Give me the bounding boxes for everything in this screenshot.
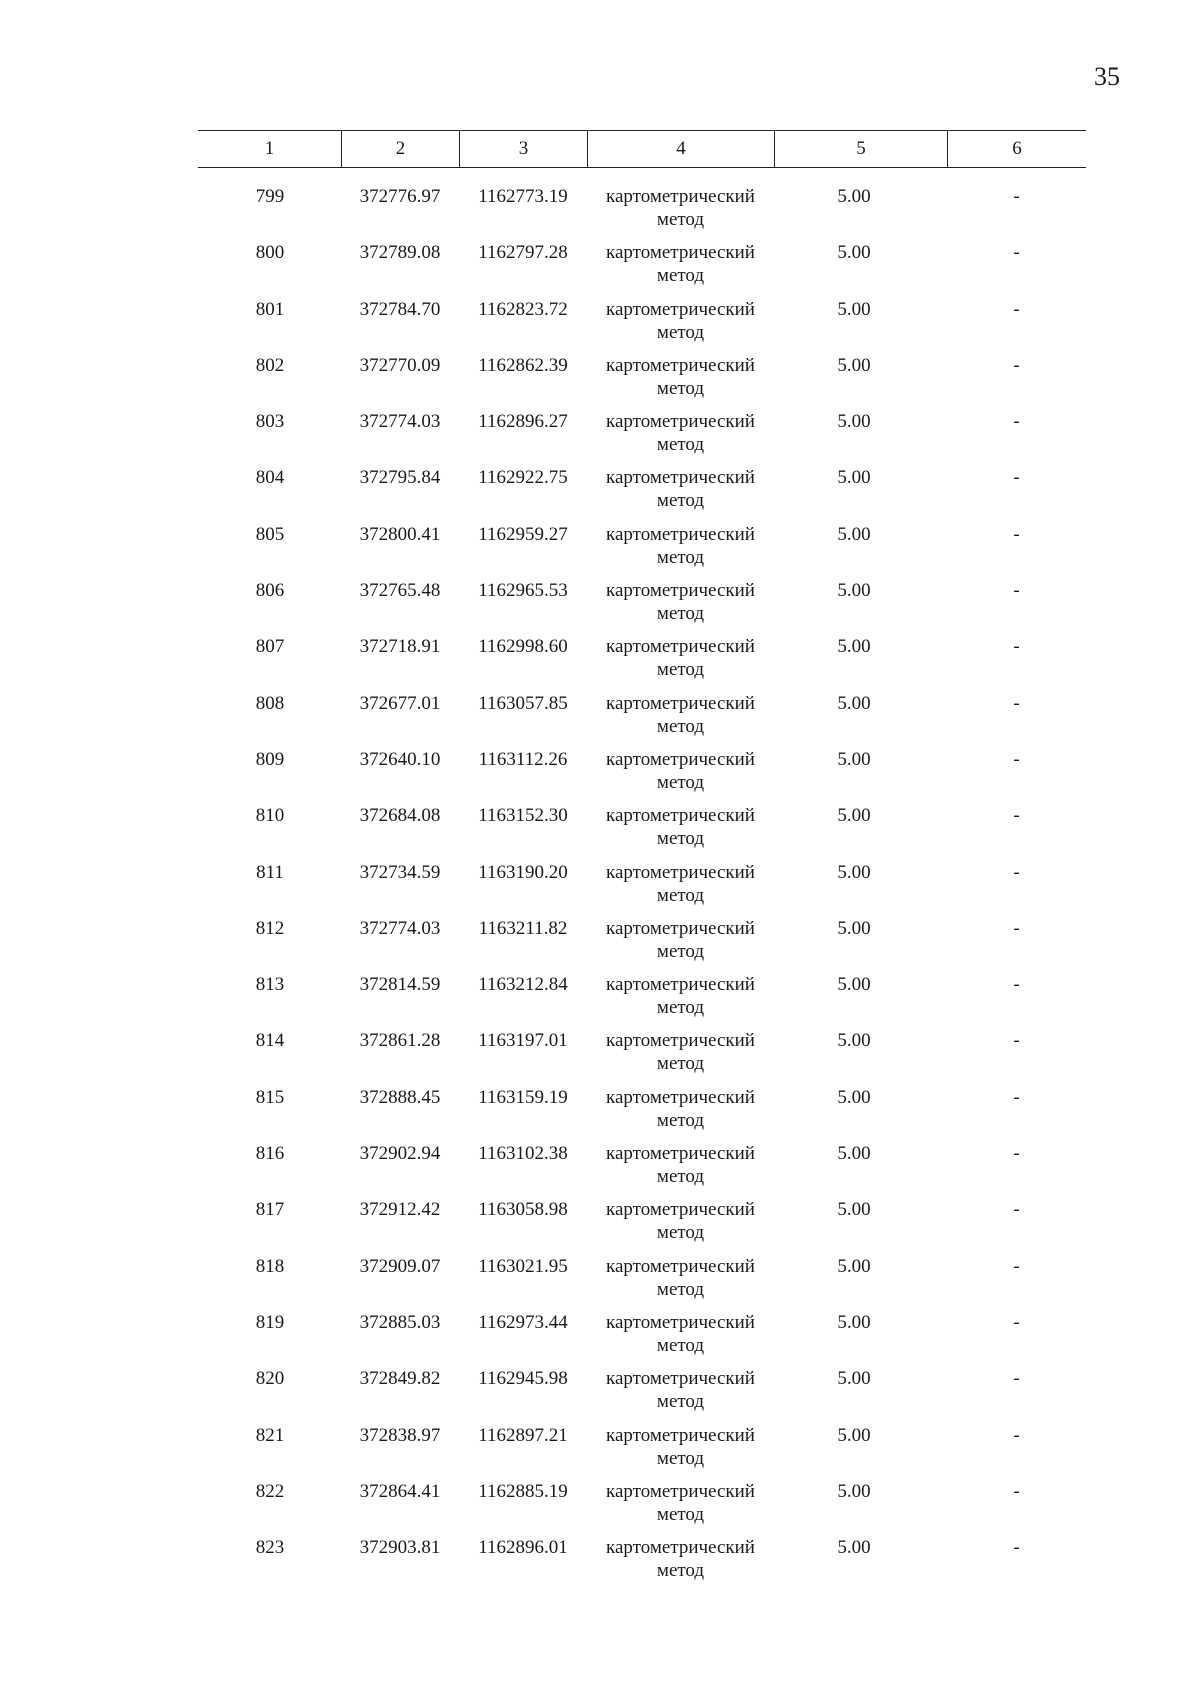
- cell-coord-y: 1163197.01: [478, 1030, 568, 1052]
- table-row: [198, 917, 1086, 973]
- cell-accuracy: 5.00: [837, 523, 871, 545]
- table-row: [198, 1480, 1086, 1536]
- cell-method: картометрический метод: [606, 974, 755, 1019]
- cell-coord-y: 1162922.75: [478, 467, 568, 489]
- cell-method: картометрический метод: [606, 242, 755, 287]
- cell-accuracy: 5.00: [837, 1030, 871, 1052]
- cell-accuracy: 5.00: [837, 580, 871, 602]
- cell-method: картометрический метод: [606, 636, 755, 681]
- table-row: [198, 1086, 1086, 1142]
- table-row: [198, 298, 1086, 354]
- cell-coord-y: 1162965.53: [478, 580, 568, 602]
- table-row: [198, 1029, 1086, 1085]
- cell-coord-x: 372888.45: [359, 1086, 441, 1108]
- cell-method: картометрический метод: [606, 861, 755, 906]
- cell-point-number: 804: [255, 467, 285, 489]
- table-row: [198, 523, 1086, 579]
- cell-point-number: 809: [255, 748, 285, 770]
- cell-note: -: [1013, 692, 1020, 714]
- cell-coord-y: 1162797.28: [478, 242, 568, 264]
- cell-note: -: [1013, 411, 1020, 433]
- cell-coord-y: 1162896.01: [478, 1537, 568, 1559]
- table-row: [198, 466, 1086, 522]
- table-row: [198, 410, 1086, 466]
- cell-coord-x: 372903.81: [359, 1537, 441, 1559]
- cell-coord-y: 1162959.27: [478, 523, 568, 545]
- cell-coord-x: 372885.03: [359, 1311, 441, 1333]
- cell-coord-x: 372814.59: [359, 974, 441, 996]
- cell-method: картометрический метод: [606, 917, 755, 962]
- cell-note: -: [1013, 1143, 1020, 1165]
- cell-accuracy: 5.00: [837, 1199, 871, 1221]
- cell-coord-y: 1162896.27: [478, 411, 568, 433]
- cell-point-number: 816: [255, 1143, 285, 1165]
- cell-accuracy: 5.00: [837, 1311, 871, 1333]
- cell-point-number: 818: [255, 1255, 285, 1277]
- cell-coord-x: 372774.03: [359, 411, 441, 433]
- cell-note: -: [1013, 1537, 1020, 1559]
- cell-method: картометрический метод: [606, 1311, 755, 1356]
- cell-accuracy: 5.00: [837, 974, 871, 996]
- header-cell-2: 2: [341, 131, 459, 167]
- cell-method: картометрический метод: [606, 354, 755, 399]
- cell-method: картометрический метод: [606, 411, 755, 456]
- table-row: [198, 579, 1086, 635]
- cell-coord-x: 372734.59: [359, 861, 441, 883]
- table-row: [198, 1255, 1086, 1311]
- cell-method: картометрический метод: [606, 298, 755, 343]
- cell-point-number: 800: [255, 242, 285, 264]
- page-number: 35: [1094, 62, 1120, 91]
- cell-coord-x: 372800.41: [359, 523, 441, 545]
- cell-accuracy: 5.00: [837, 917, 871, 939]
- table-row: [198, 1536, 1086, 1592]
- header-cell-1: 1: [264, 138, 275, 159]
- cell-coord-y: 1162998.60: [478, 636, 568, 658]
- cell-accuracy: 5.00: [837, 1480, 871, 1502]
- cell-note: -: [1013, 1480, 1020, 1502]
- cell-note: -: [1013, 636, 1020, 658]
- cell-point-number: 803: [255, 411, 285, 433]
- cell-coord-y: 1163211.82: [478, 917, 568, 939]
- cell-point-number: 817: [255, 1199, 285, 1221]
- cell-note: -: [1013, 298, 1020, 320]
- cell-method: картометрический метод: [606, 1030, 755, 1075]
- cell-coord-x: 372765.48: [359, 580, 441, 602]
- cell-point-number: 814: [255, 1030, 285, 1052]
- cell-method: картометрический метод: [606, 1537, 755, 1582]
- cell-coord-y: 1162862.39: [478, 354, 568, 376]
- table-row: [198, 1311, 1086, 1367]
- cell-note: -: [1013, 1368, 1020, 1390]
- cell-point-number: 813: [255, 974, 285, 996]
- cell-accuracy: 5.00: [837, 242, 871, 264]
- cell-method: картометрический метод: [606, 692, 755, 737]
- cell-point-number: 811: [256, 861, 284, 883]
- cell-point-number: 801: [255, 298, 285, 320]
- table-row: [198, 973, 1086, 1029]
- cell-accuracy: 5.00: [837, 1143, 871, 1165]
- cell-point-number: 821: [255, 1424, 285, 1446]
- cell-note: -: [1013, 1311, 1020, 1333]
- cell-coord-y: 1162885.19: [478, 1480, 568, 1502]
- cell-note: -: [1013, 805, 1020, 827]
- table-row: [198, 1142, 1086, 1198]
- cell-accuracy: 5.00: [837, 298, 871, 320]
- table-header: [198, 130, 1086, 168]
- cell-coord-y: 1163212.84: [478, 974, 568, 996]
- cell-coord-y: 1163102.38: [478, 1143, 568, 1165]
- cell-note: -: [1013, 354, 1020, 376]
- cell-accuracy: 5.00: [837, 1424, 871, 1446]
- cell-note: -: [1013, 1424, 1020, 1446]
- cell-accuracy: 5.00: [837, 805, 871, 827]
- cell-coord-x: 372718.91: [359, 636, 441, 658]
- cell-coord-y: 1163152.30: [478, 805, 568, 827]
- cell-coord-y: 1162823.72: [478, 298, 568, 320]
- cell-note: -: [1013, 580, 1020, 602]
- cell-coord-x: 372909.07: [359, 1255, 441, 1277]
- cell-note: -: [1013, 1086, 1020, 1108]
- table-body: [198, 185, 1086, 1592]
- cell-point-number: 810: [255, 805, 285, 827]
- cell-coord-x: 372795.84: [359, 467, 441, 489]
- cell-coord-y: 1163058.98: [478, 1199, 568, 1221]
- cell-accuracy: 5.00: [837, 1086, 871, 1108]
- table-row: [198, 635, 1086, 691]
- table-row: [198, 804, 1086, 860]
- cell-method: картометрический метод: [606, 1143, 755, 1188]
- cell-coord-x: 372774.03: [359, 917, 441, 939]
- cell-point-number: 807: [255, 636, 285, 658]
- cell-coord-x: 372677.01: [359, 692, 441, 714]
- table-row: [198, 1424, 1086, 1480]
- cell-accuracy: 5.00: [837, 1368, 871, 1390]
- cell-coord-x: 372684.08: [359, 805, 441, 827]
- cell-method: картометрический метод: [606, 1255, 755, 1300]
- cell-coord-y: 1163190.20: [478, 861, 568, 883]
- cell-coord-y: 1162897.21: [478, 1424, 568, 1446]
- cell-note: -: [1013, 861, 1020, 883]
- cell-method: картометрический метод: [606, 1368, 755, 1413]
- cell-point-number: 806: [255, 580, 285, 602]
- cell-coord-y: 1162773.19: [478, 186, 568, 207]
- table-row: [198, 1367, 1086, 1423]
- cell-coord-y: 1163057.85: [478, 692, 568, 714]
- cell-coord-x: 372838.97: [359, 1424, 441, 1446]
- cell-accuracy: 5.00: [837, 748, 871, 770]
- cell-note: -: [1013, 1030, 1020, 1052]
- cell-note: -: [1013, 974, 1020, 996]
- table-row: [198, 1198, 1086, 1254]
- cell-method: картометрический метод: [606, 467, 755, 512]
- cell-coord-x: 372640.10: [359, 748, 441, 770]
- cell-method: картометрический метод: [606, 1199, 755, 1244]
- cell-accuracy: 5.00: [837, 411, 871, 433]
- cell-coord-y: 1162945.98: [478, 1368, 568, 1390]
- cell-method: картометрический метод: [606, 580, 755, 625]
- cell-accuracy: 5.00: [837, 1255, 871, 1277]
- cell-method: картометрический метод: [606, 186, 755, 230]
- header-cell-6: 6: [947, 131, 1086, 167]
- cell-note: -: [1013, 1255, 1020, 1277]
- cell-note: -: [1013, 1199, 1020, 1221]
- cell-coord-x: 372770.09: [359, 354, 441, 376]
- cell-method: картометрический метод: [606, 1086, 755, 1131]
- cell-point-number: 822: [255, 1480, 285, 1502]
- cell-point-number: 820: [255, 1368, 285, 1390]
- table-row: [198, 692, 1086, 748]
- cell-method: картометрический метод: [606, 748, 755, 793]
- cell-coord-x: 372912.42: [359, 1199, 441, 1221]
- header-cell-5: 5: [774, 131, 947, 167]
- table-row: [198, 748, 1086, 804]
- cell-coord-x: 372864.41: [359, 1480, 441, 1502]
- cell-accuracy: 5.00: [837, 186, 871, 207]
- cell-coord-x: 372849.82: [359, 1368, 441, 1390]
- cell-point-number: 799: [255, 186, 285, 207]
- cell-accuracy: 5.00: [837, 354, 871, 376]
- cell-note: -: [1013, 748, 1020, 770]
- table-row: [198, 861, 1086, 917]
- cell-point-number: 819: [255, 1311, 285, 1333]
- cell-coord-x: 372776.97: [359, 186, 441, 207]
- header-cell-3: 3: [459, 131, 587, 167]
- cell-method: картометрический метод: [606, 523, 755, 568]
- cell-method: картометрический метод: [606, 1480, 755, 1525]
- cell-coord-x: 372861.28: [359, 1030, 441, 1052]
- header-cell-4: 4: [587, 131, 774, 167]
- cell-point-number: 808: [255, 692, 285, 714]
- cell-note: -: [1013, 523, 1020, 545]
- table-row: [198, 354, 1086, 410]
- cell-method: картометрический метод: [606, 805, 755, 850]
- cell-coord-x: 372784.70: [359, 298, 441, 320]
- cell-accuracy: 5.00: [837, 692, 871, 714]
- cell-note: -: [1013, 242, 1020, 264]
- cell-accuracy: 5.00: [837, 467, 871, 489]
- cell-coord-y: 1163159.19: [478, 1086, 568, 1108]
- table-row: [198, 185, 1086, 241]
- cell-note: -: [1013, 186, 1020, 207]
- cell-coord-x: 372902.94: [359, 1143, 441, 1165]
- cell-coord-y: 1163112.26: [478, 748, 568, 770]
- cell-point-number: 805: [255, 523, 285, 545]
- cell-accuracy: 5.00: [837, 861, 871, 883]
- table-row: [198, 241, 1086, 297]
- cell-point-number: 802: [255, 354, 285, 376]
- cell-method: картометрический метод: [606, 1424, 755, 1469]
- cell-coord-y: 1162973.44: [478, 1311, 568, 1333]
- cell-note: -: [1013, 917, 1020, 939]
- cell-point-number: 823: [255, 1537, 285, 1559]
- cell-accuracy: 5.00: [837, 1537, 871, 1559]
- cell-point-number: 812: [255, 917, 285, 939]
- cell-accuracy: 5.00: [837, 636, 871, 658]
- cell-coord-y: 1163021.95: [478, 1255, 568, 1277]
- cell-coord-x: 372789.08: [359, 242, 441, 264]
- cell-note: -: [1013, 467, 1020, 489]
- cell-point-number: 815: [255, 1086, 285, 1108]
